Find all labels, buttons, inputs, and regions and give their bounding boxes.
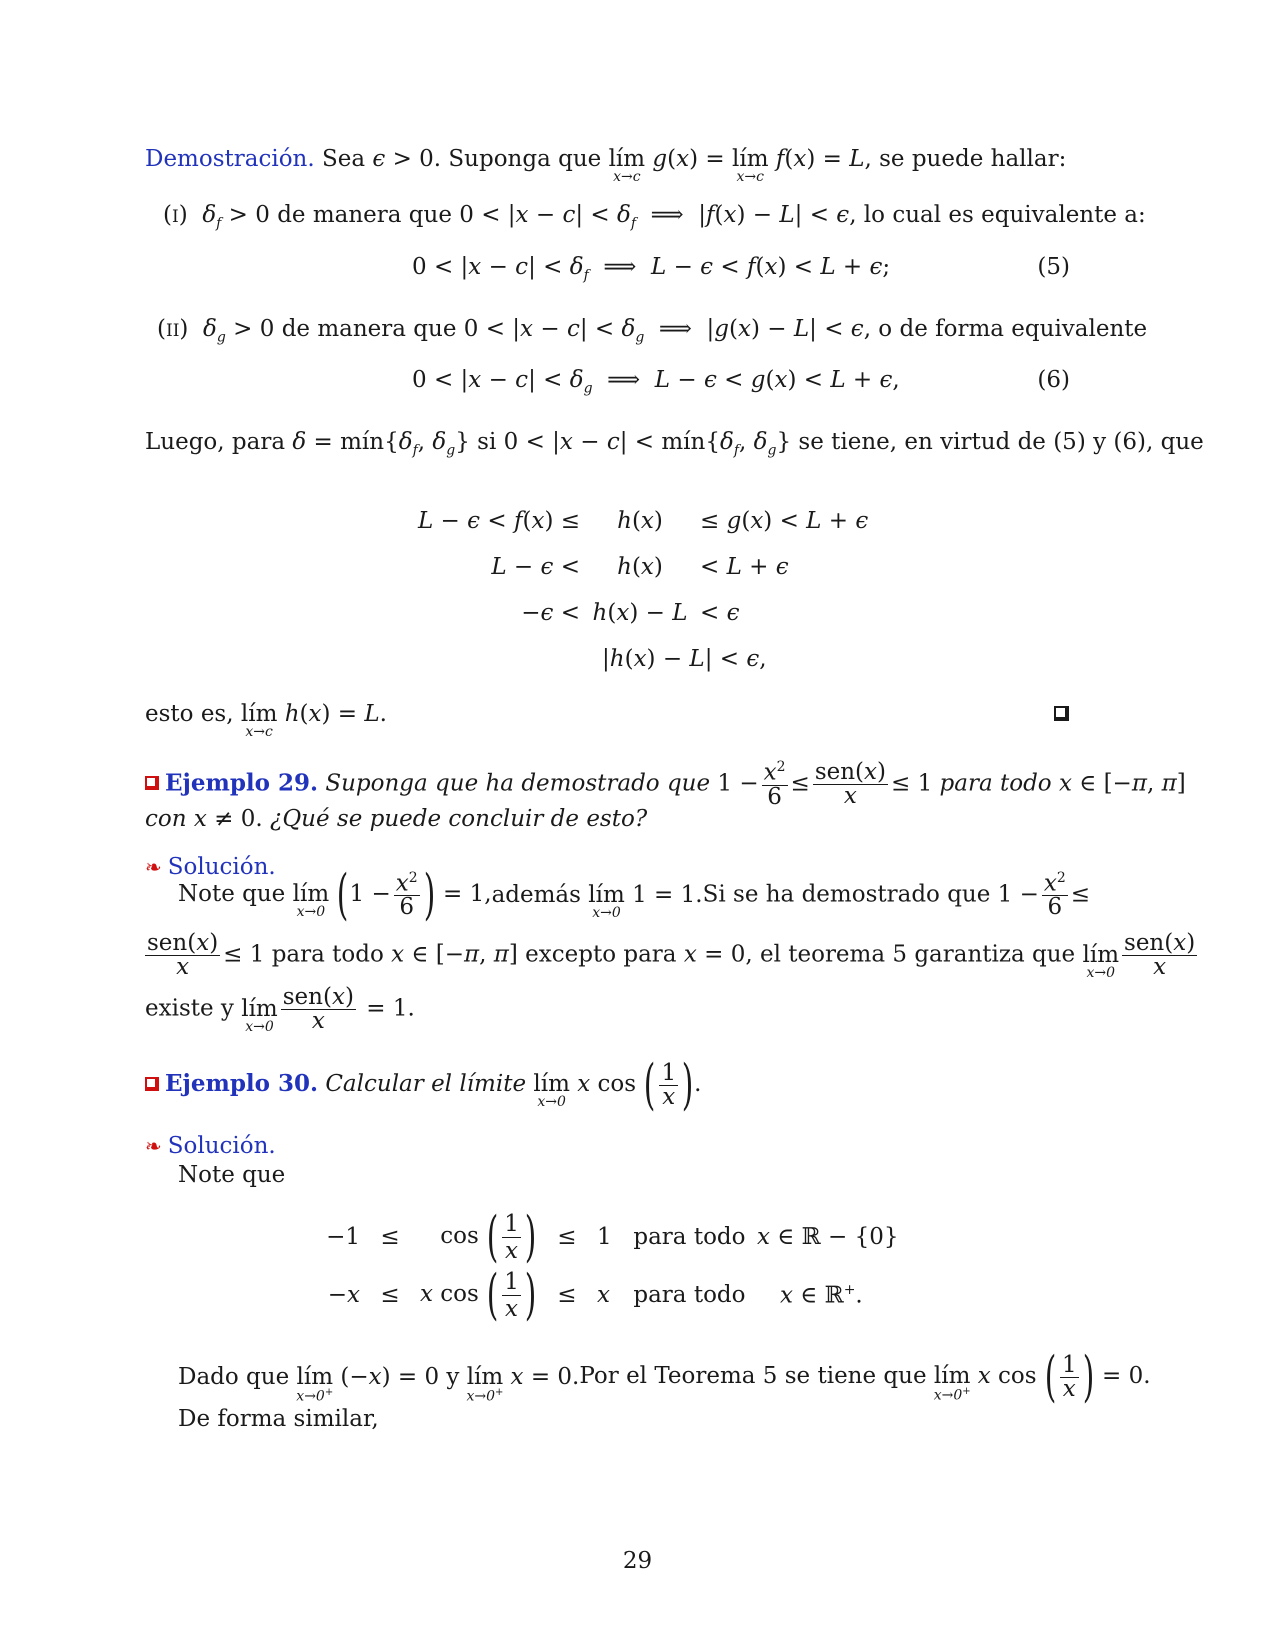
example-29-label: Ejemplo 29. [165, 769, 319, 797]
cos-bounds-table [310, 1205, 899, 1326]
example-29-solution-line3: existe y lím x→0 $\frac{\text{sen(x)}}{x}$ = 1. [145, 984, 415, 1035]
inequality-chain [385, 498, 868, 682]
proof-luego: Luego, para $\delta = mín\{\delta_f$, $\delta_g$} si $0 < |x - c| < mín\{\delta_f$, $\delta_g$} se tiene, en virtud de (5) y (6), que [145, 429, 1204, 459]
align-row: L − ϵ < h(x) < L + ϵ [491, 554, 789, 580]
example-29-solution-line1: Note que lím x→0 (1 − $\frac{x^2}{6}$ ) = 1, además lím x→0 1 = 1. Si se ha demostrado que 1 − $\frac{x^2}{6}$ ≤ [178, 863, 1091, 926]
example-29-statement: Ejemplo 29. Suponga que ha demostrado que 1 − $\frac{x^2}{6}$ ≤ $\frac{\text{sen(x)}}{x}$ ≤ 1 para todo x ∈ [−π, π] [145, 760, 1186, 809]
proof-item-2: (II) $\delta_g > 0$ de manera que $0 < |x - c| < \delta_g$ ⟹ |g(x) − L| < ϵ, o de forma equivalente [157, 316, 1148, 346]
example-marker-icon [145, 776, 159, 790]
fleuron-icon: ❧ [145, 1134, 162, 1158]
equation-6-number: (6) [1037, 367, 1070, 393]
example-30-statement: Ejemplo 30. Calcular el límite lím x→0 x cos ( $\frac{1}{x}$ ). [145, 1058, 701, 1112]
align-row: L − ϵ < f(x) ≤ h(x) ≤ g(x) < L + ϵ [417, 508, 869, 534]
align-row: −1 ≤ cos ( $\frac{1}{x}$ ) ≤ 1 para todo x ∈ ℝ − {0} [326, 1205, 899, 1268]
align-row: |h(x) − L| < ϵ, [602, 646, 767, 672]
example-29-solution-label: ❧ Solución. [145, 854, 276, 880]
example-30-note: Note que [178, 1162, 286, 1188]
example-30-similar: De forma similar, [178, 1406, 379, 1432]
align-row: −ϵ < h(x) − L < ϵ [521, 600, 740, 626]
page-number: 29 [622, 1548, 653, 1574]
proof-item-1: (I) $\delta_f > 0$ de manera que $0 < |x - c| < \delta_f$ ⟹ |f(x) − L| < ϵ, lo cual es equivalente a: [163, 202, 1146, 232]
example-29-statement-cont: con x ≠ 0. ¿Qué se puede concluir de esto? [145, 806, 648, 832]
proof-label: Demostración. [145, 146, 315, 172]
example-marker-icon [145, 1077, 159, 1091]
example-30-label: Ejemplo 30. [165, 1070, 319, 1097]
equation-6: $0 < |x - c| < \delta_g$ ⟹ L − ϵ < g(x) < L + ϵ, [412, 367, 900, 397]
example-30-solution-label: ❧ Solución. [145, 1133, 276, 1159]
proof-intro: Demostración. Sea ϵ > 0. Suponga que lím x→c g(x) = lím x→c f(x) = L, se puede hallar: [145, 146, 1067, 185]
equation-5: $0 < |x - c| < \delta_f$ ⟹ L − ϵ < f(x) < L + ϵ; [412, 254, 891, 284]
align-row: −x ≤ x cos ( $\frac{1}{x}$ ) ≤ x para todo x ∈ ℝ+. [327, 1263, 863, 1326]
fleuron-icon: ❧ [145, 855, 162, 879]
example-30-dado: Dado que lím x→0+ (−x) = 0 y lím x→0+ x = 0. Por el Teorema 5 se tiene que lím x→0+ x cos ( $\frac{1}{x}$ ) = 0. [178, 1345, 1151, 1408]
example-29-solution-line2: $\frac{\text{sen(x)}}{x}$ ≤ 1 para todo x ∈ [−π, π] excepto para x = 0, el teorema 5 garantiza que lím x→0 $\frac{\text{sen(x)}}{x}$ [147, 930, 1196, 981]
proof-conclusion: esto es, lím x→c h(x) = L. [145, 701, 387, 740]
end-of-proof-icon [1054, 706, 1069, 721]
equation-5-number: (5) [1037, 254, 1070, 280]
